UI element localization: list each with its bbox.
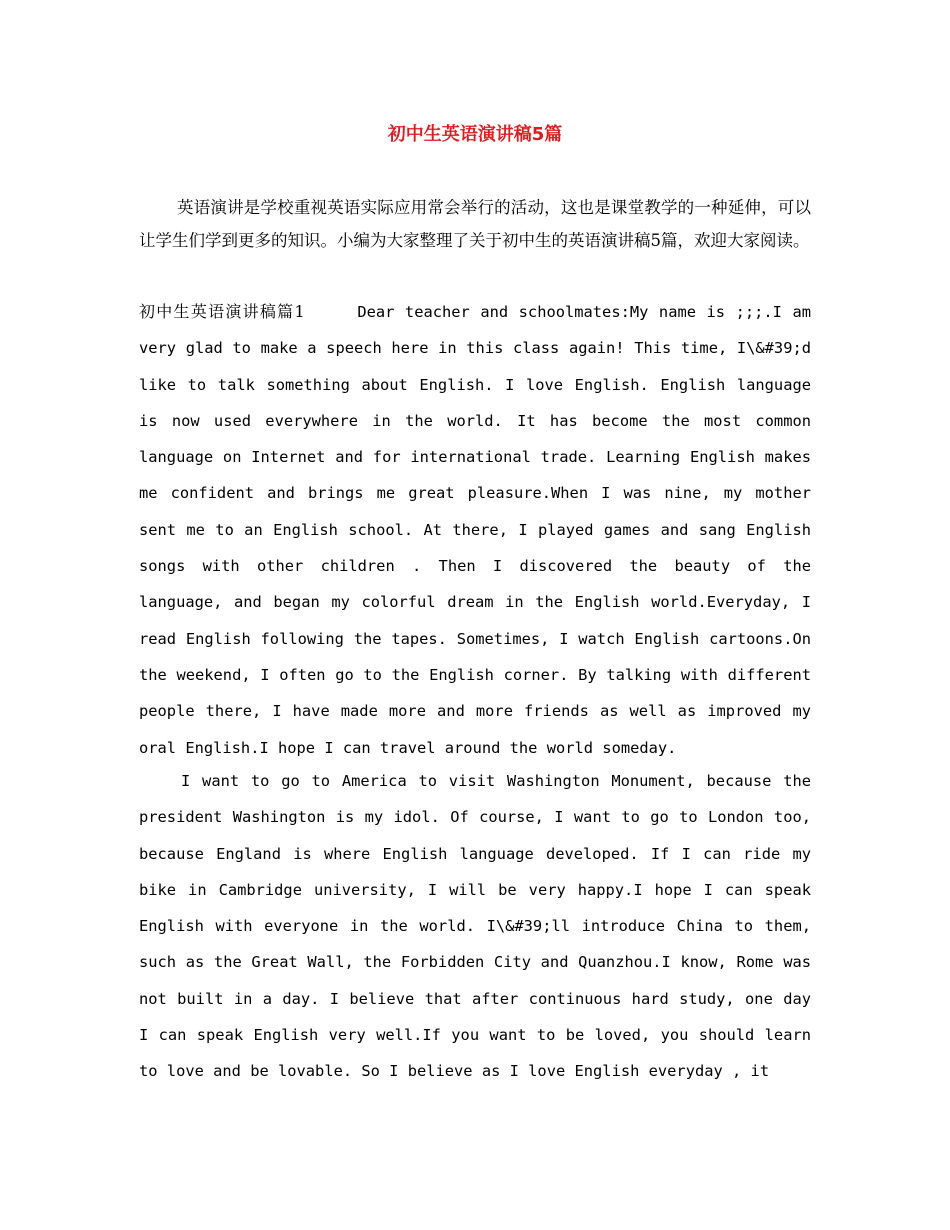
paragraph-1-text: Dear teacher and schoolmates:My name is ;;;.I am very glad to make a speech here in this class again! This time, I\&#39;d like to talk something about English. I love English. English language is now used everywhere in the world. It has become the most common language on Internet and for international trade. Learning English makes me confident and brings me great pleasure.When I was nine, my mother sent me to an English school. At there, I played games and sang English songs with other children . Then I discovered the beauty of the language, and began my colorful dream in the English world.Everyday, I read English following the tapes. Sometimes, I watch English cartoons.On the weekend, I often go to the English corner. By talking with different people there, I have made more and more friends as well as improved my oral English.I hope I can travel around the world someday.	[139, 303, 811, 757]
intro-paragraph: 英语演讲是学校重视英语实际应用常会举行的活动，这也是课堂教学的一种延伸，可以让学生们学到更多的知识。小编为大家整理了关于初中生的英语演讲稿5篇，欢迎大家阅读。	[139, 198, 811, 250]
document-title: 初中生英语演讲稿5篇	[387, 124, 563, 145]
speech-paragraph-1	[139, 294, 811, 766]
speech-paragraph-2: I want to go to America to visit Washington Monument, because the president Washington is my idol. Of course, I want to go to London too, because England is where English language developed. If I can ride my bike in Cambridge university, I will be very happy.I hope I can speak English with everyone in the world. I\&#39;ll introduce China to them, such as the Great Wall, the Forbidden City and Quanzhou.I know, Rome was not built in a day. I believe that after continuous hard study, one day I can speak English very well.If you want to be loved, you should learn to love and be lovable. So I believe as I love English everyday , it	[139, 772, 811, 1081]
section-heading: 初中生英语演讲稿篇1	[139, 302, 305, 321]
